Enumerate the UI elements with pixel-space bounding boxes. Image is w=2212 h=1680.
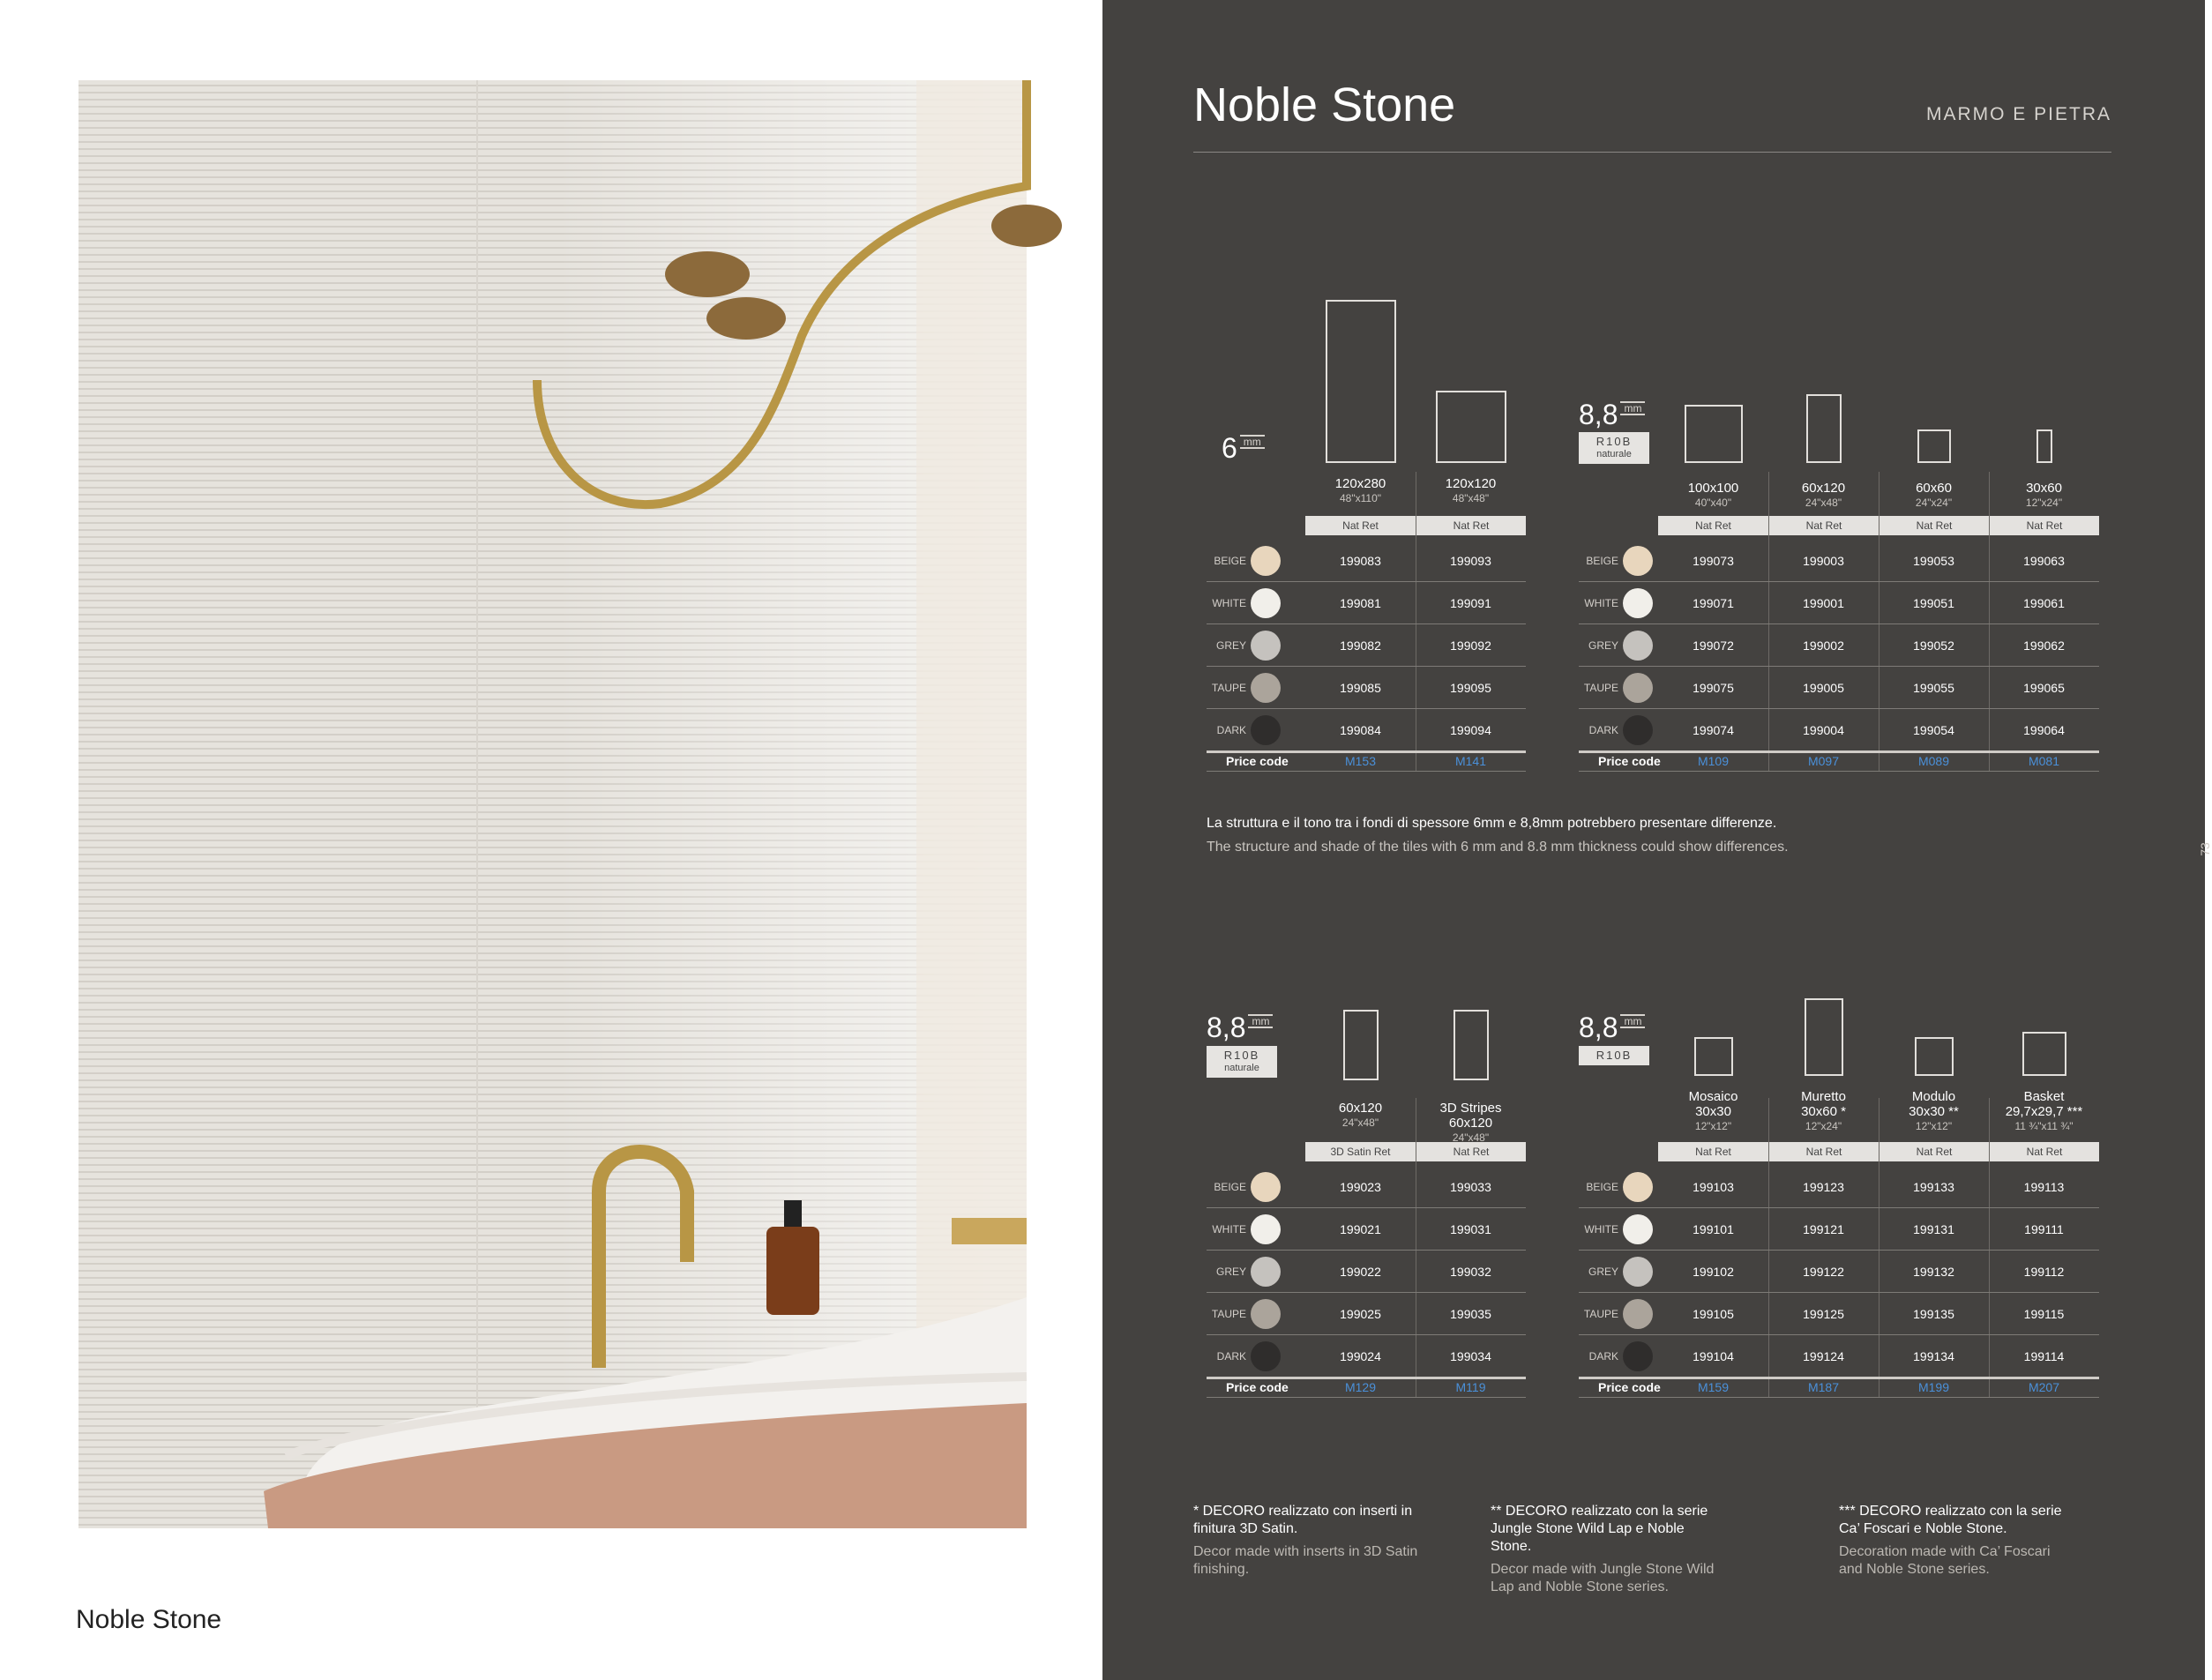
format-size: Muretto xyxy=(1801,1089,1846,1104)
product-code: 199112 xyxy=(2023,1265,2065,1279)
row-divider xyxy=(1579,708,2099,709)
format-size-2: 30x30 xyxy=(1695,1104,1731,1119)
finish-label: 3D Satin Ret xyxy=(1330,1146,1391,1158)
product-code: 199064 xyxy=(2023,723,2065,737)
format-size: Mosaico xyxy=(1688,1089,1738,1104)
color-name: DARK xyxy=(1588,1350,1618,1363)
product-code: 199074 xyxy=(1693,723,1734,737)
tile-format-icon xyxy=(1685,405,1743,463)
slip-rating-badge xyxy=(1207,1046,1277,1078)
format-label xyxy=(1879,481,1989,511)
table-bottom-line xyxy=(1579,1397,2099,1398)
product-code: 199072 xyxy=(1693,638,1734,653)
bathroom-illustration xyxy=(78,80,1027,1528)
page-title: Noble Stone xyxy=(1193,78,1456,131)
product-code: 199131 xyxy=(1913,1222,1954,1236)
page-subtitle: MARMO E PIETRA xyxy=(1925,104,2111,124)
color-swatch xyxy=(1623,673,1653,703)
column-divider xyxy=(1768,1098,1769,1397)
price-code-link[interactable]: M159 xyxy=(1697,1380,1730,1394)
product-code: 199001 xyxy=(1803,596,1844,610)
product-code: 199093 xyxy=(1450,554,1491,568)
product-code: 199054 xyxy=(1913,723,1954,737)
format-inches: 24"x24" xyxy=(1915,497,1953,509)
thickness-value: 6 xyxy=(1222,432,1237,464)
format-size-2: 60x120 xyxy=(1448,1116,1493,1131)
row-divider xyxy=(1579,750,2099,753)
format-size: 3D Stripes xyxy=(1439,1101,1502,1116)
row-divider xyxy=(1207,1377,1526,1379)
product-code: 199135 xyxy=(1913,1307,1954,1321)
format-inches: 12"x12" xyxy=(1915,1120,1953,1132)
color-name: TAUPE xyxy=(1583,682,1618,694)
color-name: BEIGE xyxy=(1586,1181,1618,1193)
product-code: 199095 xyxy=(1450,681,1491,695)
color-swatch xyxy=(1251,631,1281,661)
footnote-3-it: *** DECORO realizzato con la serie Ca’ Foscari e Noble Stone. xyxy=(1839,1504,2062,1536)
row-divider xyxy=(1579,1207,2099,1208)
price-code-link[interactable]: M119 xyxy=(1455,1380,1486,1394)
thickness-unit: mm xyxy=(1248,1014,1273,1028)
footnote-2-it: ** DECORO realizzato con la serie Jungle Stone Wild Lap e Noble Stone. xyxy=(1491,1504,1708,1554)
price-code-link[interactable]: M207 xyxy=(2028,1380,2060,1394)
row-divider xyxy=(1207,666,1526,667)
product-code: 199082 xyxy=(1340,638,1381,653)
tile-format-icon xyxy=(1343,1010,1379,1080)
tile-format-icon xyxy=(1805,998,1843,1076)
tile-format-icon xyxy=(1453,1010,1489,1080)
color-swatch xyxy=(1623,1172,1653,1202)
thickness-indicator xyxy=(1579,401,1645,428)
color-name: TAUPE xyxy=(1211,1308,1246,1320)
row-divider xyxy=(1579,581,2099,582)
color-name: GREY xyxy=(1215,1266,1246,1278)
color-swatch xyxy=(1623,546,1653,576)
product-code: 199065 xyxy=(2023,681,2065,695)
thickness-indicator xyxy=(1207,1014,1273,1041)
product-code: 199133 xyxy=(1913,1180,1954,1194)
product-code: 199121 xyxy=(1803,1222,1844,1236)
color-name: WHITE xyxy=(1584,597,1618,609)
format-size: 60x120 xyxy=(1338,1101,1383,1116)
format-inches: 48"x48" xyxy=(1452,492,1490,504)
color-name: WHITE xyxy=(1584,1223,1618,1236)
product-code: 199094 xyxy=(1450,723,1491,737)
footnote-2 xyxy=(1491,1503,1729,1596)
finish-label: Nat Ret xyxy=(1768,1142,1879,1161)
product-code: 199132 xyxy=(1913,1265,1954,1279)
slip-rating-badge xyxy=(1579,1046,1649,1065)
tile-format-icon xyxy=(1326,300,1396,463)
format-size: Basket xyxy=(2023,1089,2065,1104)
finish-label: Nat Ret xyxy=(1989,516,2099,535)
format-size: 120x280 xyxy=(1334,476,1386,491)
slip-rating: R10B xyxy=(1595,1049,1633,1062)
tile-format-icon xyxy=(1917,429,1951,463)
color-swatch xyxy=(1251,1299,1281,1329)
color-swatch xyxy=(1251,588,1281,618)
product-code: 199113 xyxy=(2023,1180,2065,1194)
color-swatch xyxy=(1623,1341,1653,1371)
color-name: DARK xyxy=(1216,724,1246,736)
row-divider xyxy=(1579,1377,2099,1379)
row-divider xyxy=(1207,581,1526,582)
row-divider xyxy=(1207,1292,1526,1293)
product-code: 199073 xyxy=(1693,554,1734,568)
product-code: 199055 xyxy=(1913,681,1954,695)
note-italian: La struttura e il tono tra i fondi di spessore 6mm e 8,8mm potrebbero presentare differenze. xyxy=(1207,816,1777,831)
color-name: BEIGE xyxy=(1586,555,1618,567)
row-divider xyxy=(1207,708,1526,709)
row-divider xyxy=(1207,1334,1526,1335)
format-size: 100x100 xyxy=(1687,481,1739,496)
row-divider xyxy=(1207,1207,1526,1208)
thickness-value: 8,8 xyxy=(1207,1012,1246,1043)
color-swatch xyxy=(1251,1172,1281,1202)
format-label xyxy=(1879,1089,1989,1134)
row-divider xyxy=(1579,623,2099,624)
thickness-indicator xyxy=(1222,432,1265,464)
row-divider xyxy=(1207,1250,1526,1251)
product-code: 199123 xyxy=(1803,1180,1844,1194)
format-label xyxy=(1305,476,1416,506)
right-page xyxy=(1102,0,2212,1680)
product-code: 199075 xyxy=(1693,681,1734,695)
price-code-link[interactable]: M187 xyxy=(1807,1380,1840,1394)
finish-label: Nat Ret xyxy=(1695,1146,1731,1158)
format-label xyxy=(1768,1089,1879,1134)
product-code: 199083 xyxy=(1340,554,1381,568)
row-divider xyxy=(1207,750,1526,753)
price-code-label: Price code xyxy=(1598,754,1661,768)
product-code: 199002 xyxy=(1803,638,1844,653)
product-code: 199061 xyxy=(2023,596,2065,610)
color-swatch xyxy=(1623,1257,1653,1287)
color-swatch xyxy=(1251,1257,1281,1287)
product-code: 199102 xyxy=(1693,1265,1734,1279)
format-label xyxy=(1658,1089,1768,1134)
price-code-label: Price code xyxy=(1226,1380,1289,1394)
product-code: 199104 xyxy=(1693,1349,1734,1363)
row-divider xyxy=(1579,1250,2099,1251)
color-swatch xyxy=(1623,1214,1653,1244)
row-divider xyxy=(1207,623,1526,624)
product-code: 199063 xyxy=(2023,554,2065,568)
color-swatch xyxy=(1251,546,1281,576)
product-code: 199103 xyxy=(1693,1180,1734,1194)
format-inches: 48"x110" xyxy=(1340,492,1381,504)
tile-format-icon xyxy=(1694,1037,1733,1076)
color-name: GREY xyxy=(1588,639,1618,652)
left-page xyxy=(0,0,1102,1680)
color-name: BEIGE xyxy=(1214,555,1246,567)
color-swatch xyxy=(1623,1299,1653,1329)
color-name: BEIGE xyxy=(1214,1181,1246,1193)
format-size: 60x60 xyxy=(1916,481,1952,496)
color-name: WHITE xyxy=(1212,1223,1246,1236)
format-size: 30x60 xyxy=(2026,481,2062,496)
page-number: 73 xyxy=(2197,842,2212,856)
row-divider xyxy=(1579,666,2099,667)
product-code: 199122 xyxy=(1803,1265,1844,1279)
product-code: 199105 xyxy=(1693,1307,1734,1321)
tile-format-icon xyxy=(1436,391,1506,463)
product-code: 199111 xyxy=(2024,1222,2064,1236)
color-name: TAUPE xyxy=(1583,1308,1618,1320)
product-code: 199021 xyxy=(1340,1222,1381,1236)
thickness-unit: mm xyxy=(1620,1014,1645,1028)
color-swatch xyxy=(1623,715,1653,745)
product-code: 199025 xyxy=(1340,1307,1381,1321)
slip-rating-sub: naturale xyxy=(1224,1063,1259,1073)
table-bottom-line xyxy=(1579,771,2099,772)
format-label xyxy=(1416,1101,1526,1146)
color-swatch xyxy=(1251,673,1281,703)
product-code: 199085 xyxy=(1340,681,1381,695)
finish-label: Nat Ret xyxy=(1416,1142,1526,1161)
tile-format-icon xyxy=(1915,1037,1954,1076)
format-size-2: 30x60 * xyxy=(1801,1104,1846,1119)
finish-label: Nat Ret xyxy=(1879,516,1989,535)
thickness-indicator xyxy=(1579,1014,1645,1041)
product-code: 199051 xyxy=(1913,596,1954,610)
column-divider xyxy=(1989,472,1990,771)
product-code: 199124 xyxy=(1803,1349,1844,1363)
format-label xyxy=(1416,476,1526,506)
thickness-value: 8,8 xyxy=(1579,1012,1618,1043)
row-divider xyxy=(1579,1334,2099,1335)
color-swatch xyxy=(1623,588,1653,618)
product-code: 199034 xyxy=(1450,1349,1491,1363)
finish-label: Nat Ret xyxy=(1879,1142,1989,1161)
product-code: 199024 xyxy=(1340,1349,1381,1363)
price-code-label: Price code xyxy=(1598,1380,1661,1394)
color-swatch xyxy=(1251,715,1281,745)
note-english: The structure and shade of the tiles with 6 mm and 8.8 mm thickness could show differences. xyxy=(1207,840,1789,855)
slip-rating-badge xyxy=(1579,432,1649,464)
product-code: 199031 xyxy=(1450,1222,1491,1236)
format-inches: 12"x24" xyxy=(2025,497,2063,509)
product-code: 199032 xyxy=(1450,1265,1491,1279)
format-size: Modulo xyxy=(1911,1089,1956,1104)
format-label xyxy=(1989,1089,2099,1134)
product-code: 199052 xyxy=(1913,638,1954,653)
price-code-link[interactable]: M097 xyxy=(1807,754,1840,768)
format-size: 60x120 xyxy=(1801,481,1846,496)
product-code: 199033 xyxy=(1450,1180,1491,1194)
thickness-unit: mm xyxy=(1240,435,1265,449)
bathroom-photo xyxy=(78,80,1027,1528)
brand-name: Noble Stone xyxy=(76,1605,222,1634)
format-inches: 24"x48" xyxy=(1805,497,1842,509)
color-swatch xyxy=(1251,1214,1281,1244)
format-inches: 11 ¾"x11 ¾" xyxy=(2014,1120,2074,1132)
format-inches: 24"x48" xyxy=(1341,1116,1379,1129)
price-code-link[interactable]: M141 xyxy=(1454,754,1487,768)
format-size-2: 30x30 ** xyxy=(1909,1104,1959,1119)
finish-label: Nat Ret xyxy=(1416,516,1526,535)
footnote-1-it: * DECORO realizzato con inserti in finitura 3D Satin. xyxy=(1193,1504,1413,1536)
product-code: 199035 xyxy=(1450,1307,1491,1321)
format-inches: 12"x24" xyxy=(1805,1120,1842,1132)
product-code: 199092 xyxy=(1450,638,1491,653)
tile-format-icon xyxy=(2022,1032,2066,1076)
footnote-2-en: Decor made with Jungle Stone Wild Lap and Noble Stone series. xyxy=(1491,1562,1715,1594)
title-divider xyxy=(1193,152,2111,153)
format-size-2: 29,7x29,7 *** xyxy=(2005,1104,2083,1119)
price-code-label: Price code xyxy=(1226,754,1289,768)
price-code-link[interactable]: M109 xyxy=(1697,754,1730,768)
product-code: 199053 xyxy=(1913,554,1954,568)
table-bottom-line xyxy=(1207,771,1526,772)
footnote-3-en: Decoration made with Ca’ Foscari and Noble Stone series. xyxy=(1839,1544,2051,1577)
column-divider xyxy=(1768,472,1769,771)
format-label xyxy=(1768,481,1879,511)
table-bottom-line xyxy=(1207,1397,1526,1398)
format-size: 120x120 xyxy=(1445,476,1497,491)
finish-label: Nat Ret xyxy=(1989,1142,2099,1161)
product-code: 199062 xyxy=(2023,638,2065,653)
color-swatch xyxy=(1623,631,1653,661)
format-inches: 40"x40" xyxy=(1694,497,1732,509)
product-code: 199134 xyxy=(1913,1349,1954,1363)
column-divider xyxy=(1989,1098,1990,1397)
product-code: 199091 xyxy=(1450,596,1491,610)
color-name: WHITE xyxy=(1212,597,1246,609)
format-label xyxy=(1658,481,1768,511)
product-code: 199071 xyxy=(1693,596,1734,610)
footnote-1-en: Decor made with inserts in 3D Satin finishing. xyxy=(1193,1544,1418,1577)
product-code: 199003 xyxy=(1803,554,1844,568)
color-name: GREY xyxy=(1215,639,1246,652)
product-code: 199114 xyxy=(2023,1349,2065,1363)
slip-rating: R10B xyxy=(1595,435,1633,448)
product-code: 199004 xyxy=(1803,723,1844,737)
thickness-value: 8,8 xyxy=(1579,399,1618,430)
color-name: DARK xyxy=(1216,1350,1246,1363)
slip-rating: R10B xyxy=(1223,1049,1260,1062)
tile-format-icon xyxy=(2036,429,2052,463)
finish-label: Nat Ret xyxy=(1342,519,1379,532)
row-divider xyxy=(1579,1292,2099,1293)
price-code-link[interactable]: M089 xyxy=(1917,754,1950,768)
price-code-link[interactable]: M199 xyxy=(1917,1380,1950,1394)
price-code-link[interactable]: M081 xyxy=(2028,754,2060,768)
product-code: 199101 xyxy=(1693,1222,1734,1236)
thickness-unit: mm xyxy=(1620,401,1645,415)
product-code: 199115 xyxy=(2023,1307,2065,1321)
format-inches: 24"x48" xyxy=(1452,1131,1490,1144)
price-code-link[interactable]: M153 xyxy=(1344,754,1377,768)
product-code: 199081 xyxy=(1340,596,1381,610)
finish-label: Nat Ret xyxy=(1695,519,1731,532)
format-inches: 12"x12" xyxy=(1694,1120,1732,1132)
color-name: GREY xyxy=(1588,1266,1618,1278)
footnote-1 xyxy=(1193,1503,1431,1579)
product-code: 199023 xyxy=(1340,1180,1381,1194)
product-code: 199084 xyxy=(1340,723,1381,737)
price-code-link[interactable]: M129 xyxy=(1344,1380,1377,1394)
color-name: TAUPE xyxy=(1211,682,1246,694)
product-code: 199022 xyxy=(1340,1265,1381,1279)
product-code: 199125 xyxy=(1803,1307,1844,1321)
slip-rating-sub: naturale xyxy=(1596,449,1632,459)
product-code: 199005 xyxy=(1803,681,1844,695)
footnote-3 xyxy=(1839,1503,2077,1579)
color-swatch xyxy=(1251,1341,1281,1371)
format-label xyxy=(1305,1101,1416,1131)
format-label xyxy=(1989,481,2099,511)
finish-label: Nat Ret xyxy=(1768,516,1879,535)
color-name: DARK xyxy=(1588,724,1618,736)
tile-format-icon xyxy=(1806,394,1842,463)
